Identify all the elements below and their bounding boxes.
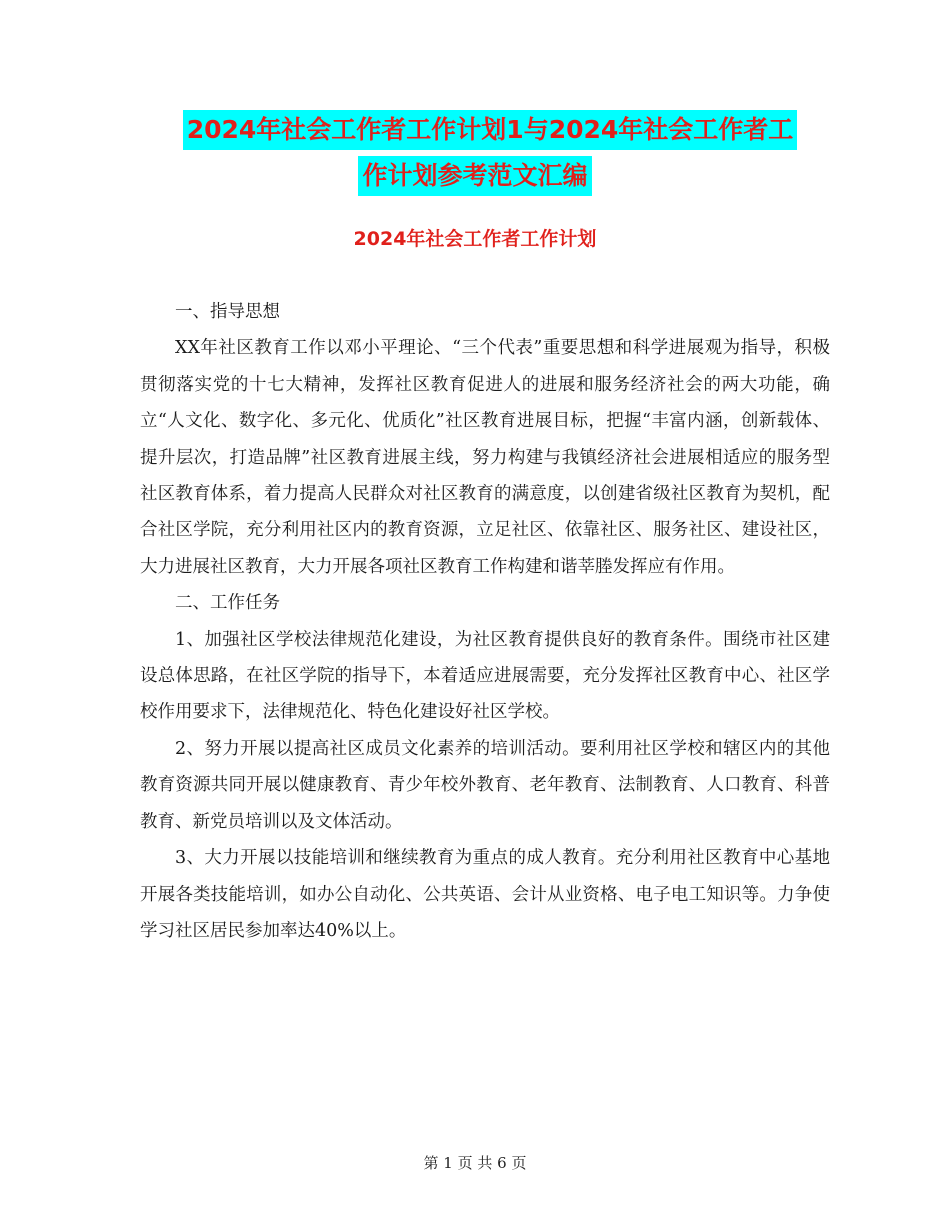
document-body	[140, 294, 830, 949]
section-subtitle: 2024年社会工作者工作计划	[353, 228, 597, 250]
page-footer: 第 1 页 共 6 页	[423, 1154, 527, 1172]
paragraph: 3、大力开展以技能培训和继续教育为重点的成人教育。充分利用社区教育中心基地开展各类技能培训，如办公自动化、公共英语、会计从业资格、电子电工知识等。力争使学习社区居民参加率达40%以上。	[140, 848, 830, 941]
paragraph: XX年社区教育工作以邓小平理论、“三个代表”重要思想和科学进展观为指导，积极贯彻落实党的十七大精神，发挥社区教育促进人的进展和服务经济社会的两大功能，确立“人文化、数字化、多元化、优质化”社区教育进展目标，把握“丰富内涵，创新载体、提升层次，打造品牌”社区教育进展主线，努力构建与我镇经济社会进展相适应的服务型社区教育体系，着力提高人民群众对社区教育的满意度，以创建省级社区教育为契机，配合社区学院，充分利用社区内的教育资源，立足社区、依靠社区、服务社区、建设社区，大力进展社区教育，大力开展各项社区教育工作构建和谐莘塍发挥应有作用。	[140, 338, 830, 577]
section-heading: 一、指导思想	[175, 302, 280, 322]
paragraph: 2、努力开展以提高社区成员文化素养的培训活动。要利用社区学校和辖区内的其他教育资源共同开展以健康教育、青少年校外教育、老年教育、法制教育、人口教育、科普教育、新党员培训以及文体活动。	[140, 738, 830, 832]
document-title	[0, 110, 950, 196]
section-heading: 二、工作任务	[175, 593, 280, 614]
title-line-1: 2024年社会工作者工作计划1与2024年社会工作者工	[183, 110, 798, 150]
paragraph: 1、加强社区学校法律规范化建设，为社区教育提供良好的教育条件。围绕市社区建设总体思路，在社区学院的指导下，本着适应进展需要，充分发挥社区教育中心、社区学校作用要求下，法律规范化、特色化建设好社区学校。	[140, 629, 830, 723]
title-line-2: 作计划参考范文汇编	[358, 156, 591, 196]
